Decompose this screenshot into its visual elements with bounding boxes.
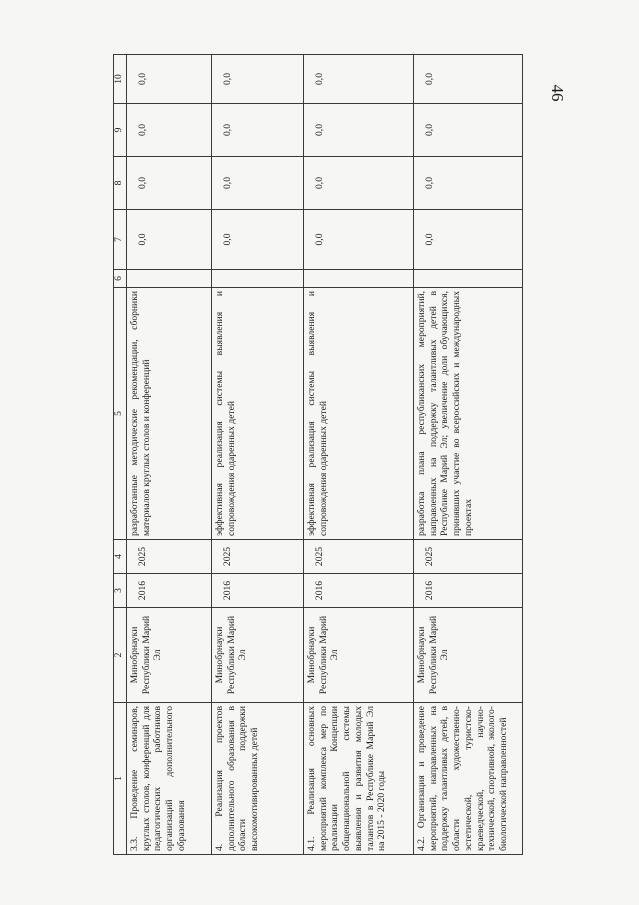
page-number: 46: [548, 84, 567, 102]
col7-cell: 0,0: [414, 210, 523, 270]
measures-table: [113, 54, 523, 855]
col7-cell: 0,0: [304, 210, 414, 270]
header-cell: 4: [114, 540, 127, 574]
result-cell: эффективная реализация системы выявления и сопровождения одаренных детей: [304, 288, 414, 540]
col7-cell: 0,0: [127, 210, 212, 270]
result-cell: разработка плана республиканских мероприятий, направленных на поддержку талантливых детей в Республике Марий Эл; увеличение доли обучающихся, принявших участие во всероссийских и международных проектах: [414, 288, 523, 540]
col9-cell: 0,0: [414, 104, 523, 157]
end-year-cell: 2025: [414, 540, 523, 574]
col6-cell: [414, 270, 523, 288]
executor-cell: Минобрнауки Республики Марий Эл: [304, 608, 414, 703]
start-year-cell: 2016: [304, 574, 414, 608]
table-row: [414, 55, 523, 855]
start-year-cell: 2016: [414, 574, 523, 608]
col9-cell: 0,0: [304, 104, 414, 157]
rotated-table-wrapper: [113, 55, 523, 855]
col9-cell: 0,0: [127, 104, 212, 157]
table-header-row: [114, 55, 127, 855]
header-cell: 10: [114, 55, 127, 104]
col6-cell: [127, 270, 212, 288]
header-cell: 1: [114, 703, 127, 855]
header-cell: 5: [114, 288, 127, 540]
start-year-cell: 2016: [127, 574, 212, 608]
executor-cell: Минобрнауки Республики Марий Эл: [127, 608, 212, 703]
end-year-cell: 2025: [127, 540, 212, 574]
col8-cell: 0,0: [304, 157, 414, 210]
col9-cell: 0,0: [212, 104, 304, 157]
end-year-cell: 2025: [212, 540, 304, 574]
result-cell: эффективная реализация системы выявления и сопровождения одаренных детей: [212, 288, 304, 540]
col7-cell: 0,0: [212, 210, 304, 270]
result-cell: разработанные методические рекомендации, сборники материалов круглых столов и конференций: [127, 288, 212, 540]
start-year-cell: 2016: [212, 574, 304, 608]
col8-cell: 0,0: [127, 157, 212, 210]
measure-cell: 4.2. Организация и проведение мероприятий, направленных на поддержку талантливых детей, в области художественно-эстетической, туристско-краеведческой, научно-технической, спортивной, эколого-биологической направленностей: [414, 703, 523, 855]
executor-cell: Минобрнауки Республики Марий Эл: [212, 608, 304, 703]
col10-cell: 0,0: [212, 55, 304, 104]
header-cell: 3: [114, 574, 127, 608]
table-row: [304, 55, 414, 855]
col8-cell: 0,0: [414, 157, 523, 210]
header-cell: 8: [114, 157, 127, 210]
col10-cell: 0,0: [414, 55, 523, 104]
col6-cell: [212, 270, 304, 288]
col10-cell: 0,0: [304, 55, 414, 104]
col10-cell: 0,0: [127, 55, 212, 104]
header-cell: 9: [114, 104, 127, 157]
measure-cell: 3.3. Проведение семинаров, круглых столов, конференций для педагогических работников организаций дополнительного образования: [127, 703, 212, 855]
header-cell: 6: [114, 270, 127, 288]
measure-cell: 4.1. Реализация основных мероприятий комплекса мер по реализации Концепции общенациональной системы выявления и развития молодых талантов в Республике Марий Эл на 2015 - 2020 годы: [304, 703, 414, 855]
col6-cell: [304, 270, 414, 288]
header-cell: 2: [114, 608, 127, 703]
header-cell: 7: [114, 210, 127, 270]
table-row: [127, 55, 212, 855]
end-year-cell: 2025: [304, 540, 414, 574]
executor-cell: Минобрнауки Республики Марий Эл: [414, 608, 523, 703]
measure-cell: 4. Реализация проектов дополнительного образования в области поддержки высокомотивированных детей: [212, 703, 304, 855]
table-row: [212, 55, 304, 855]
col8-cell: 0,0: [212, 157, 304, 210]
